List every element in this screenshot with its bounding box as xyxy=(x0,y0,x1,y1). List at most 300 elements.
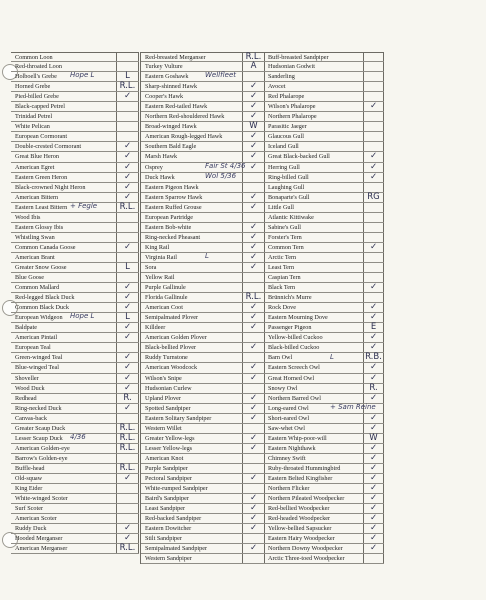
species-row xyxy=(141,494,265,504)
species-name: King Eider xyxy=(11,484,117,493)
check-mark: ✓ xyxy=(243,193,265,202)
check-mark xyxy=(117,414,139,423)
check-mark: ✓ xyxy=(243,263,265,272)
species-row xyxy=(141,173,265,183)
species-name: Marsh Hawk xyxy=(141,152,243,161)
species-row xyxy=(11,243,139,253)
species-row xyxy=(264,303,384,313)
species-name: Northern Red-shouldered Hawk xyxy=(141,112,243,121)
species-row xyxy=(141,534,265,544)
check-mark: ✓ xyxy=(364,374,384,383)
species-name: Eastern Ruffed Grouse xyxy=(141,203,243,212)
handwritten-note: + Fegle xyxy=(70,201,98,210)
species-row xyxy=(11,183,139,193)
species-row xyxy=(141,303,265,313)
check-mark: ✓ xyxy=(117,183,139,192)
species-row xyxy=(141,163,265,173)
check-mark xyxy=(243,384,265,393)
species-name: Common Black Duck xyxy=(11,303,117,312)
species-row xyxy=(264,132,384,142)
check-mark: ✓ xyxy=(243,152,265,161)
check-mark xyxy=(364,213,384,222)
check-mark: ✓ xyxy=(117,193,139,202)
species-name: Yellow-bellied Sapsucker xyxy=(264,524,364,533)
check-mark: R.L. xyxy=(117,203,139,212)
species-name: Ruddy Duck xyxy=(11,524,117,533)
species-row xyxy=(11,102,139,112)
species-name: Little Gull xyxy=(264,203,364,212)
species-name: Great Horned Owl xyxy=(264,374,364,383)
check-mark: ✓ xyxy=(364,424,384,433)
check-mark: ✓ xyxy=(243,313,265,322)
species-name: Purple Sandpiper xyxy=(141,464,243,473)
species-row xyxy=(11,112,139,122)
species-name: Northern Flicker xyxy=(264,484,364,493)
species-name: Black-bellied Plover xyxy=(141,343,243,352)
check-mark xyxy=(117,484,139,493)
species-name: Hooded Merganser xyxy=(11,534,117,543)
species-row xyxy=(264,183,384,193)
species-row xyxy=(264,514,384,524)
check-mark xyxy=(243,273,265,282)
species-row xyxy=(11,343,139,353)
species-name: American Knot xyxy=(141,454,243,463)
species-name: Forster's Tern xyxy=(264,233,364,242)
species-row xyxy=(264,464,384,474)
species-row xyxy=(264,504,384,514)
species-name: Greater Scaup Duck xyxy=(11,424,117,433)
species-name: White Pelican xyxy=(11,122,117,131)
species-row xyxy=(141,444,265,454)
species-name: Northern Barred Owl xyxy=(264,394,364,403)
check-mark xyxy=(364,253,384,262)
species-name: Duck Hawk xyxy=(141,173,243,182)
species-row xyxy=(264,173,384,183)
species-row xyxy=(141,424,265,434)
check-mark: ✓ xyxy=(117,142,139,151)
species-row xyxy=(11,384,139,394)
species-name: Ring-billed Gull xyxy=(264,173,364,182)
species-row xyxy=(264,374,384,384)
species-row xyxy=(11,293,139,303)
species-name: Ruddy Turnstone xyxy=(141,353,243,362)
check-mark xyxy=(117,504,139,513)
species-name: Least Sandpiper xyxy=(141,504,243,513)
species-name: Arctic Tern xyxy=(264,253,364,262)
species-row xyxy=(141,323,265,333)
check-mark xyxy=(117,112,139,121)
species-name: Eastern Belted Kingfisher xyxy=(264,474,364,483)
check-mark: ✓ xyxy=(117,303,139,312)
species-name: Great Blue Heron xyxy=(11,152,117,161)
species-name: Red-headed Woodpecker xyxy=(264,514,364,523)
species-name: Rock Dove xyxy=(264,303,364,312)
species-row xyxy=(141,183,265,193)
species-row xyxy=(11,283,139,293)
check-mark: ✓ xyxy=(117,404,139,413)
species-name: Red-bellied Woodpecker xyxy=(264,504,364,513)
species-row xyxy=(141,554,265,564)
species-row xyxy=(264,163,384,173)
check-mark: ✓ xyxy=(117,384,139,393)
species-row xyxy=(141,384,265,394)
species-name: Eastern Sparrow Hawk xyxy=(141,193,243,202)
species-name: Canvas-back xyxy=(11,414,117,423)
check-mark xyxy=(243,353,265,362)
species-row xyxy=(11,524,139,534)
species-name: Turkey Vulture xyxy=(141,62,243,71)
check-mark: ✓ xyxy=(364,454,384,463)
species-name: Buffle-head xyxy=(11,464,117,473)
check-mark: ✓ xyxy=(117,152,139,161)
check-mark: L xyxy=(117,72,139,81)
species-name: Red-legged Black Duck xyxy=(11,293,117,302)
species-name: Old-squaw xyxy=(11,474,117,483)
species-row xyxy=(11,163,139,173)
species-name: American Golden-eye xyxy=(11,444,117,453)
species-row xyxy=(264,484,384,494)
species-row xyxy=(141,353,265,363)
check-mark: ✓ xyxy=(117,333,139,342)
check-mark: ✓ xyxy=(243,363,265,372)
species-row xyxy=(11,263,139,273)
check-mark: ✓ xyxy=(243,132,265,141)
species-row xyxy=(264,333,384,343)
species-row xyxy=(11,464,139,474)
species-row xyxy=(141,52,265,62)
species-name: Laughing Gull xyxy=(264,183,364,192)
species-row xyxy=(264,52,384,62)
species-name: Northern Pileated Woodpecker xyxy=(264,494,364,503)
check-mark: ✓ xyxy=(243,414,265,423)
species-name: Florida Gallinule xyxy=(141,293,243,302)
check-mark: ✓ xyxy=(117,283,139,292)
species-row xyxy=(141,454,265,464)
species-row xyxy=(141,112,265,122)
species-row xyxy=(11,504,139,514)
species-name: Eastern Red-tailed Hawk xyxy=(141,102,243,111)
check-mark: ✓ xyxy=(364,163,384,172)
check-mark: ✓ xyxy=(243,243,265,252)
species-row xyxy=(11,474,139,484)
species-name: Red-throated Loon xyxy=(11,62,117,71)
species-name: Southern Bald Eagle xyxy=(141,142,243,151)
species-row xyxy=(264,353,384,363)
check-mark: RG xyxy=(364,193,384,202)
species-name: Broad-winged Hawk xyxy=(141,122,243,131)
species-row xyxy=(264,323,384,333)
species-row xyxy=(141,223,265,233)
species-name: Black-crowned Night Heron xyxy=(11,183,117,192)
check-mark: ✓ xyxy=(364,394,384,403)
check-mark: ✓ xyxy=(243,223,265,232)
species-row xyxy=(264,112,384,122)
species-name: American Woodcock xyxy=(141,363,243,372)
species-row xyxy=(141,484,265,494)
species-row xyxy=(264,253,384,263)
species-name: Shoveller xyxy=(11,374,117,383)
species-row xyxy=(11,142,139,152)
check-mark xyxy=(117,253,139,262)
species-row xyxy=(141,62,265,72)
check-mark xyxy=(117,514,139,523)
check-mark xyxy=(364,92,384,101)
species-name: Baldpate xyxy=(11,323,117,332)
species-row xyxy=(264,213,384,223)
species-name: Sabine's Gull xyxy=(264,223,364,232)
check-mark: L xyxy=(117,313,139,322)
species-row xyxy=(11,374,139,384)
species-row xyxy=(11,544,139,554)
species-name: American Coot xyxy=(141,303,243,312)
check-mark: ✓ xyxy=(117,243,139,252)
species-row xyxy=(141,464,265,474)
species-name: King Rail xyxy=(141,243,243,252)
check-mark xyxy=(117,102,139,111)
species-name: White-rumped Sandpiper xyxy=(141,484,243,493)
species-name: Upland Plover xyxy=(141,394,243,403)
species-name: Trinidad Petrel xyxy=(11,112,117,121)
check-mark: R.L. xyxy=(117,444,139,453)
species-name: Sanderling xyxy=(264,72,364,81)
species-name: Whistling Swan xyxy=(11,233,117,242)
check-mark: R.L. xyxy=(117,82,139,91)
check-mark: ✓ xyxy=(364,464,384,473)
species-row xyxy=(264,92,384,102)
check-mark: ✓ xyxy=(364,243,384,252)
check-mark: R.L. xyxy=(117,544,139,553)
species-name: Herring Gull xyxy=(264,163,364,172)
species-row xyxy=(141,524,265,534)
species-row xyxy=(141,253,265,263)
species-row xyxy=(264,414,384,424)
check-mark: ✓ xyxy=(243,233,265,242)
species-row xyxy=(264,233,384,243)
species-name: Green-winged Teal xyxy=(11,353,117,362)
check-mark: ✓ xyxy=(243,404,265,413)
species-name: European Partridge xyxy=(141,213,243,222)
handwritten-note: Fair St 4/36 xyxy=(205,161,246,170)
species-name: Ruby-throated Hummingbird xyxy=(264,464,364,473)
species-name: Least Tern xyxy=(264,263,364,272)
species-column-1 xyxy=(11,52,139,554)
species-column-2 xyxy=(140,52,265,564)
check-mark xyxy=(117,132,139,141)
species-row xyxy=(264,152,384,162)
species-name: Buff-breasted Sandpiper xyxy=(264,53,364,61)
species-name: Red-breasted Merganser xyxy=(141,53,243,61)
handwritten-note: Wol 5/36 xyxy=(205,171,237,180)
species-name: Snowy Owl xyxy=(264,384,364,393)
species-name: Eastern Hairy Woodpecker xyxy=(264,534,364,543)
species-row xyxy=(11,173,139,183)
species-name: Eastern Pigeon Hawk xyxy=(141,183,243,192)
check-mark xyxy=(117,53,139,61)
species-name: American Scoter xyxy=(11,514,117,523)
species-name: Lesser Scaup Duck xyxy=(11,434,117,443)
species-name: Eastern Mourning Dove xyxy=(264,313,364,322)
species-row xyxy=(11,514,139,524)
species-row xyxy=(264,384,384,394)
species-name: Short-eared Owl xyxy=(264,414,364,423)
check-mark: ✓ xyxy=(243,253,265,262)
check-mark xyxy=(364,293,384,302)
check-mark xyxy=(364,112,384,121)
species-row xyxy=(141,263,265,273)
check-mark xyxy=(243,72,265,81)
species-name: Barrow's Golden-eye xyxy=(11,454,117,463)
species-name: American Bittern xyxy=(11,193,117,202)
species-name: Atlantic Kittiwake xyxy=(264,213,364,222)
species-row xyxy=(141,333,265,343)
check-mark: R.L. xyxy=(243,53,265,61)
species-name: Virginia Rail xyxy=(141,253,243,262)
species-row xyxy=(264,142,384,152)
species-row xyxy=(11,122,139,132)
species-row xyxy=(141,313,265,323)
check-mark xyxy=(243,283,265,292)
check-mark: ✓ xyxy=(243,92,265,101)
species-row xyxy=(141,363,265,373)
check-mark: ✓ xyxy=(117,173,139,182)
species-row xyxy=(141,514,265,524)
check-mark xyxy=(117,273,139,282)
species-name: Brünnich's Murre xyxy=(264,293,364,302)
handwritten-note: + Sam Reine xyxy=(330,402,376,411)
species-row xyxy=(11,404,139,414)
species-name: Western Sandpiper xyxy=(141,554,243,563)
handwritten-note: L xyxy=(330,352,334,361)
species-row xyxy=(141,102,265,112)
species-name: Red-backed Sandpiper xyxy=(141,514,243,523)
species-name: Sharp-shinned Hawk xyxy=(141,82,243,91)
species-name: Eastern Bob-white xyxy=(141,223,243,232)
check-mark xyxy=(117,122,139,131)
species-row xyxy=(141,343,265,353)
check-mark: L xyxy=(117,263,139,272)
species-row xyxy=(11,253,139,263)
check-mark xyxy=(364,263,384,272)
species-row xyxy=(141,233,265,243)
check-mark: ✓ xyxy=(117,293,139,302)
check-mark: ✓ xyxy=(243,163,265,172)
check-mark: R.L. xyxy=(117,424,139,433)
species-row xyxy=(141,414,265,424)
species-row xyxy=(11,92,139,102)
check-mark: ✓ xyxy=(364,414,384,423)
species-name: Long-eared Owl xyxy=(264,404,364,413)
species-row xyxy=(264,62,384,72)
check-mark xyxy=(117,494,139,503)
check-mark: ✓ xyxy=(364,534,384,543)
species-row xyxy=(264,524,384,534)
check-mark: ✓ xyxy=(117,353,139,362)
handwritten-note: Hope L xyxy=(70,312,95,321)
species-name: Wilson's Phalarope xyxy=(264,102,364,111)
check-mark: W xyxy=(243,122,265,131)
species-name: American Brant xyxy=(11,253,117,262)
check-mark: ✓ xyxy=(243,544,265,553)
species-row xyxy=(141,213,265,223)
species-row xyxy=(264,474,384,484)
species-row xyxy=(11,152,139,162)
species-name: Arctic Three-toed Woodpecker xyxy=(264,554,364,563)
species-row xyxy=(141,394,265,404)
species-name: Blue-winged Teal xyxy=(11,363,117,372)
species-name: Western Willet xyxy=(141,424,243,433)
species-row xyxy=(264,273,384,283)
check-mark: ✓ xyxy=(364,173,384,182)
species-row xyxy=(11,484,139,494)
check-mark: E xyxy=(364,323,384,332)
species-name: American Egret xyxy=(11,163,117,172)
species-name: European Widgeon xyxy=(11,313,117,322)
species-row xyxy=(264,434,384,444)
species-name: Stilt Sandpiper xyxy=(141,534,243,543)
species-row xyxy=(141,142,265,152)
species-name: Common Mallard xyxy=(11,283,117,292)
species-name: Sora xyxy=(141,263,243,272)
species-row xyxy=(264,193,384,203)
check-mark: R.L. xyxy=(117,434,139,443)
species-name: Eastern Solitary Sandpiper xyxy=(141,414,243,423)
species-name: Blue Goose xyxy=(11,273,117,282)
species-row xyxy=(264,454,384,464)
check-mark: ✓ xyxy=(117,534,139,543)
species-row xyxy=(141,72,265,82)
check-mark: ✓ xyxy=(364,283,384,292)
check-mark: ✓ xyxy=(364,313,384,322)
check-mark xyxy=(243,213,265,222)
species-row xyxy=(11,223,139,233)
check-mark xyxy=(243,464,265,473)
check-mark xyxy=(364,132,384,141)
check-mark xyxy=(364,142,384,151)
check-mark: ✓ xyxy=(117,323,139,332)
species-name: Eastern Whip-poor-will xyxy=(264,434,364,443)
species-row xyxy=(264,203,384,213)
species-row xyxy=(264,122,384,132)
species-name: Purple Gallinule xyxy=(141,283,243,292)
species-row xyxy=(11,132,139,142)
check-mark: ✓ xyxy=(364,504,384,513)
check-mark: ✓ xyxy=(117,363,139,372)
handwritten-note: Hope L xyxy=(70,71,95,80)
species-row xyxy=(11,213,139,223)
species-row xyxy=(11,363,139,373)
handwritten-note: 4/36 xyxy=(70,432,86,441)
check-mark: ✓ xyxy=(364,484,384,493)
species-name: Hudsonian Curlew xyxy=(141,384,243,393)
species-row xyxy=(264,293,384,303)
check-mark xyxy=(243,173,265,182)
species-name: Common Tern xyxy=(264,243,364,252)
check-mark xyxy=(364,203,384,212)
check-mark: ✓ xyxy=(364,343,384,352)
check-mark: ✓ xyxy=(364,524,384,533)
check-mark: ✓ xyxy=(243,504,265,513)
check-mark xyxy=(117,343,139,352)
species-name: Killdeer xyxy=(141,323,243,332)
handwritten-note: Wellfleet xyxy=(205,71,236,80)
species-row xyxy=(11,333,139,343)
check-mark: ✓ xyxy=(243,524,265,533)
species-name: Caspian Tern xyxy=(264,273,364,282)
check-mark xyxy=(364,223,384,232)
check-mark xyxy=(364,72,384,81)
species-row xyxy=(264,444,384,454)
species-name: European Cormorant xyxy=(11,132,117,141)
